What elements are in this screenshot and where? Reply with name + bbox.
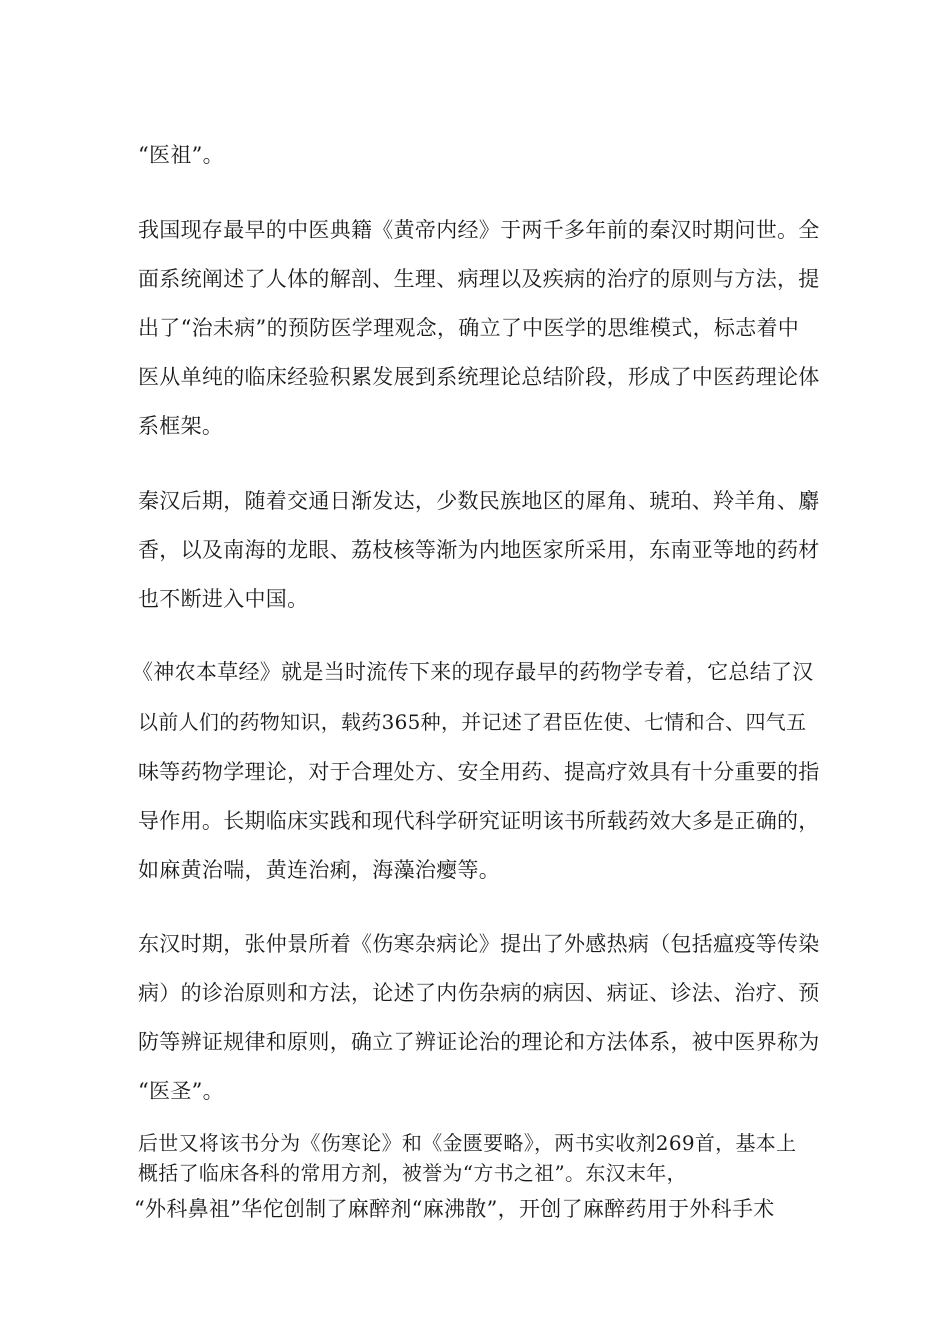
paragraph-huangdi-line-4: 医从单纯的临床经验积累发展到系统理论总结阶段，形成了中医药理论体 — [138, 365, 820, 389]
paragraph-shennong-line-1: 《神农本草经》就是当时流传下来的现存最早的药物学专着，它总结了汉 — [132, 660, 814, 684]
paragraph-intro-line-1: “医祖”。 — [138, 143, 224, 167]
paragraph-shennong-line-5: 如麻黄治喘，黄连治痢，海藻治瘿等。 — [138, 858, 501, 882]
paragraph-shennong-line-2: 以前人们的药物知识，载药365种，并记述了君臣佐使、七情和合、四气五 — [138, 710, 807, 734]
paragraph-later-line-3: “外科鼻祖”华佗创制了麻醉剂“麻沸散”，开创了麻醉药用于外科手术 — [134, 1197, 775, 1221]
paragraph-qinhan-line-1: 秦汉后期，随着交通日渐发达，少数民族地区的犀角、琥珀、羚羊角、麝 — [138, 489, 820, 513]
paragraph-huangdi-line-3: 出了“治未病”的预防医学理观念，确立了中医学的思维模式，标志着中 — [138, 316, 800, 340]
paragraph-shennong-line-4: 导作用。长期临床实践和现代科学研究证明该书所载药效大多是正确的， — [138, 809, 820, 833]
paragraph-huangdi-line-1: 我国现存最早的中医典籍《黄帝内经》于两千多年前的秦汉时期问世。全 — [138, 218, 820, 242]
paragraph-zhang-line-3: 防等辨证规律和原则，确立了辨证论治的理论和方法体系，被中医界称为 — [138, 1030, 820, 1054]
paragraph-zhang-line-1: 东汉时期，张仲景所着《伤寒杂病论》提出了外感热病（包括瘟疫等传染 — [138, 932, 820, 956]
paragraph-qinhan-line-2: 香，以及南海的龙眼、荔枝核等渐为内地医家所采用，东南亚等地的药材 — [138, 538, 820, 562]
paragraph-qinhan-line-3: 也不断进入中国。 — [138, 587, 309, 611]
paragraph-later-line-1: 后世又将该书分为《伤寒论》和《金匮要略》，两书实收剂269首，基本上 — [138, 1131, 797, 1155]
paragraph-later-line-2: 概括了临床各科的常用方剂，被誉为“方书之祖”。东汉末年， — [138, 1161, 687, 1185]
paragraph-huangdi-line-2: 面系统阐述了人体的解剖、生理、病理以及疾病的治疗的原则与方法，提 — [138, 267, 820, 291]
paragraph-shennong-line-3: 味等药物学理论，对于合理处方、安全用药、提高疗效具有十分重要的指 — [138, 760, 820, 784]
paragraph-huangdi-line-5: 系框架。 — [138, 414, 224, 438]
paragraph-zhang-line-4: “医圣”。 — [138, 1079, 224, 1103]
paragraph-zhang-line-2: 病）的诊治原则和方法，论述了内伤杂病的病因、病证、诊法、治疗、预 — [138, 981, 820, 1005]
